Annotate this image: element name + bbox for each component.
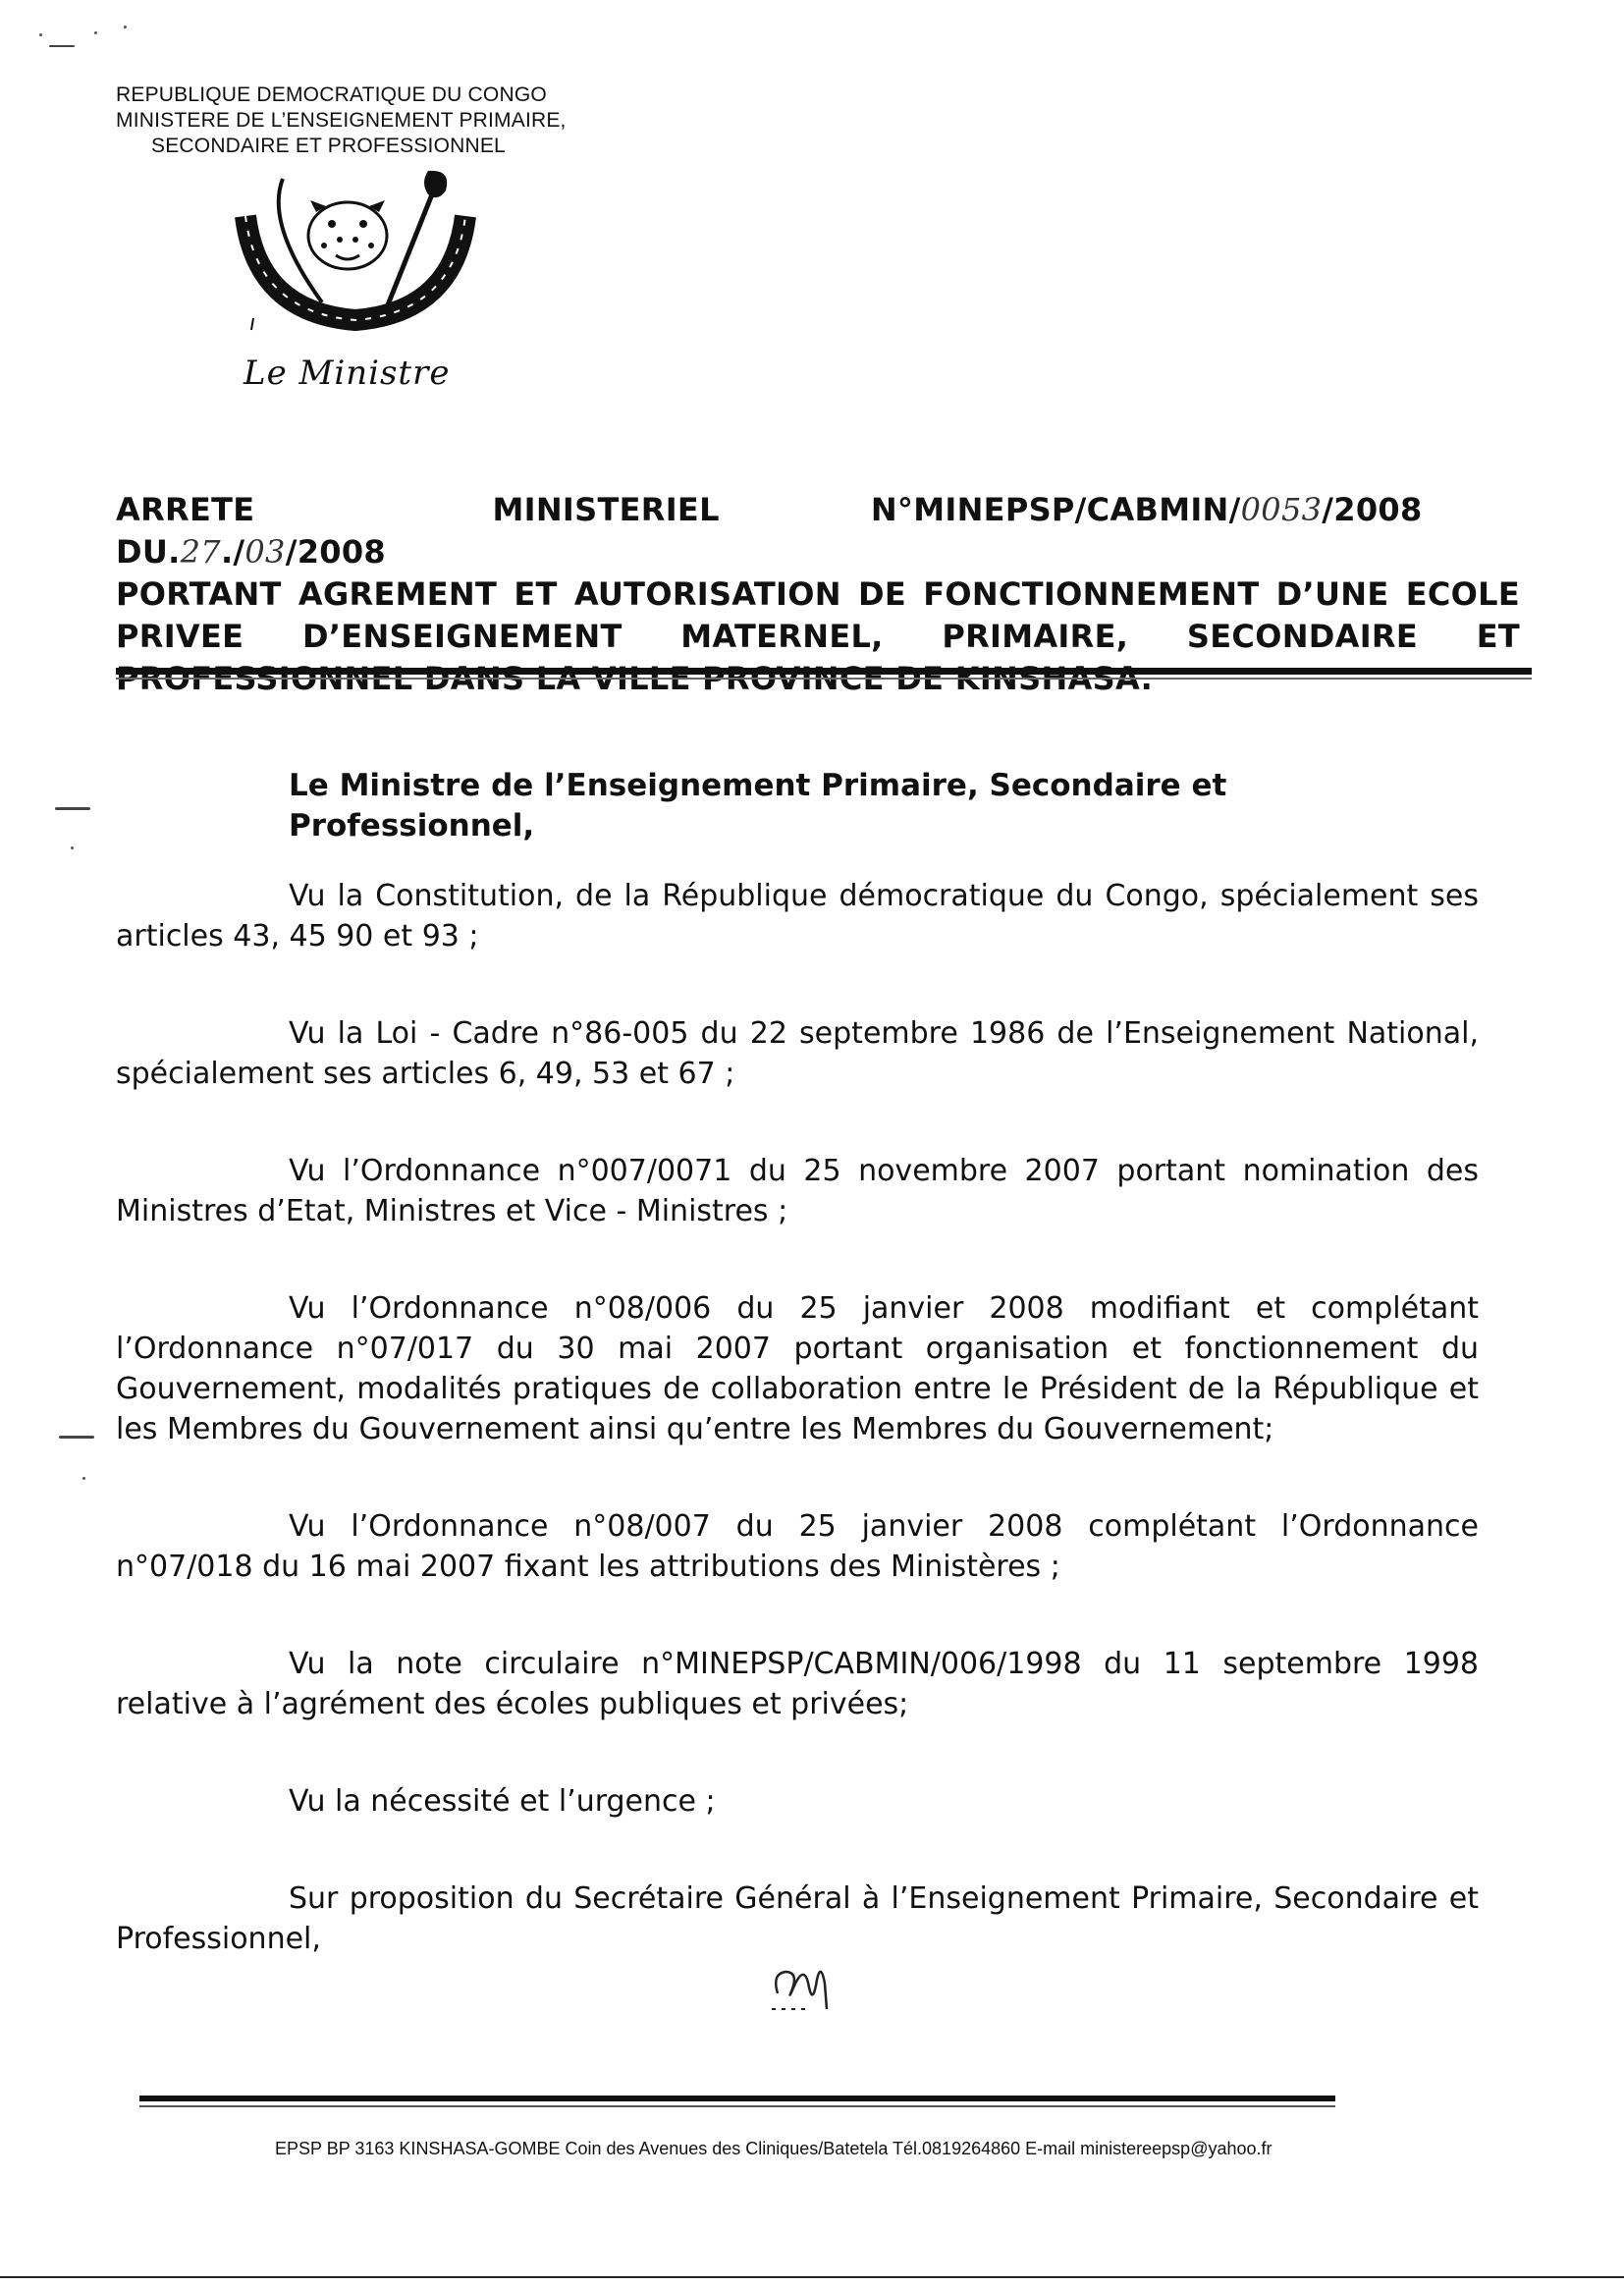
whereas-constitution: Vu la Constitution, de la République démocratique du Congo, spécialement ses articles 43, 45 90 et 93 ;: [116, 879, 1479, 953]
decree-number: N°MINEPSP/CABMIN/0053/2008: [870, 491, 1423, 528]
scan-speck: [124, 26, 127, 28]
scan-speck: [71, 846, 74, 849]
handwritten-day: 27: [180, 533, 221, 571]
scan-edge-line: [0, 2276, 1624, 2278]
title-divider-thin: [116, 678, 1532, 680]
whereas-ordinance-attributions: Vu l’Ordonnance n°08/007 du 25 janvier 2008 complétant l’Ordonnance n°07/018 du 16 mai 2007 fixant les attributions des Ministères ;: [116, 1509, 1479, 1584]
decree-date: DU.27./03/2008: [116, 533, 386, 571]
handwritten-month: 03: [244, 533, 286, 571]
footer-contact: EPSP BP 3163 KINSHASA-GOMBE Coin des Avenues des Cliniques/Batetela Tél.0819264860 E-mail ministereepsp@yahoo.fr: [275, 2139, 1272, 2158]
title-divider: [116, 668, 1532, 675]
handwritten-initials-icon: [766, 1954, 844, 2023]
handwritten-number: 0053: [1240, 491, 1323, 528]
letterhead-ministry-cont: SECONDAIRE ET PROFESSIONNEL: [151, 135, 506, 157]
body-intro: Le Ministre de l’Enseignement Primaire, Secondaire et Professionnel,: [289, 768, 1227, 844]
margin-mark: [59, 1436, 94, 1439]
whereas-ordinance-nomination: Vu l’Ordonnance n°007/0071 du 25 novembre 2007 portant nomination des Ministres d’Etat, Ministres et Vice - Ministres ;: [116, 1154, 1479, 1228]
letterhead-country: REPUBLIQUE DEMOCRATIQUE DU CONGO: [116, 83, 547, 106]
decree-title-row-1: [116, 489, 1520, 573]
scan-speck: [39, 33, 42, 36]
proposal-clause: Sur proposition du Secrétaire Général à l’Enseignement Primaire, Secondaire et Professionnel,: [116, 1881, 1479, 1956]
footer-divider-thin: [139, 2105, 1335, 2107]
whereas-framework-law: Vu la Loi - Cadre n°86-005 du 22 septembre 1986 de l’Enseignement National, spécialement ses articles 6, 49, 53 et 67 ;: [116, 1016, 1479, 1091]
footer-divider: [139, 2096, 1335, 2101]
decree-title-row-2: PORTANT AGREMENT ET AUTORISATION DE FONCTIONNEMENT D’UNE ECOLE: [116, 575, 1520, 613]
decree-type-qualifier: MINISTERIEL: [492, 491, 720, 528]
margin-mark: [49, 45, 75, 47]
scan-speck: [94, 31, 97, 34]
margin-mark: [55, 807, 90, 810]
coat-of-arms-icon: [228, 165, 483, 332]
whereas-urgency: Vu la nécessité et l’urgence ;: [289, 1784, 716, 1819]
minister-title: Le Ministre: [244, 354, 451, 393]
whereas-ordinance-organisation: Vu l’Ordonnance n°08/006 du 25 janvier 2008 modifiant et complétant l’Ordonnance n°07/017 du 30 mai 2007 portant organisation et fonctionnement du Gouvernement, modalités pratiques de collaboration entre le Président de la République et les Membres du Gouvernement ainsi qu’entre les Membres du Gouvernement;: [116, 1291, 1479, 1446]
letterhead-ministry: MINISTERE DE L’ENSEIGNEMENT PRIMAIRE,: [116, 109, 567, 132]
scan-speck: [82, 1477, 85, 1480]
letterhead: [116, 82, 567, 159]
whereas-circular-note: Vu la note circulaire n°MINEPSP/CABMIN/006/1998 du 11 septembre 1998 relative à l’agrément des écoles publiques et privées;: [116, 1647, 1479, 1721]
decree-body: [116, 766, 1479, 2016]
decree-type: ARRETE: [116, 491, 255, 528]
decree-title-row-3: PRIVEE D’ENSEIGNEMENT MATERNEL, PRIMAIRE, SECONDAIRE ET: [116, 618, 1520, 655]
